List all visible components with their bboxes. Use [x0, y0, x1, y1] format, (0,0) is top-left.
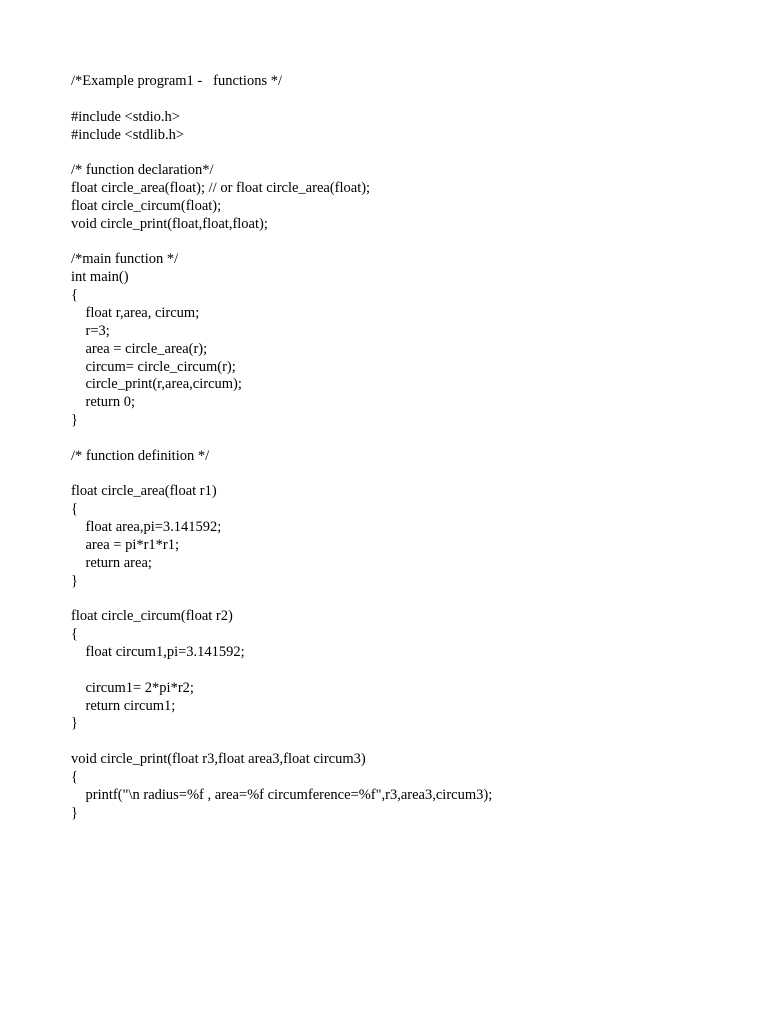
code-line: circle_print(r,area,circum);	[71, 376, 242, 393]
code-line: {	[71, 626, 78, 643]
code-document	[71, 73, 751, 822]
code-line: /*main function */	[71, 251, 179, 268]
code-line	[71, 144, 751, 162]
code-line: area = pi*r1*r1;	[71, 536, 180, 553]
code-line: circum1= 2*pi*r2;	[71, 679, 194, 696]
code-line: {	[71, 287, 78, 304]
code-line: return circum1;	[71, 697, 176, 714]
code-line: printf("\n radius=%f , area=%f circumference=%f",r3,area3,circum3);	[71, 786, 493, 803]
code-line: #include <stdio.h>	[71, 108, 180, 125]
code-line: float circle_area(float r1)	[71, 483, 217, 500]
code-line	[71, 590, 751, 608]
code-line: int main()	[71, 269, 129, 286]
code-line: {	[71, 501, 78, 518]
code-line: #include <stdlib.h>	[71, 126, 185, 143]
code-line: float circle_circum(float r2)	[71, 608, 233, 625]
code-line: void circle_print(float r3,float area3,float circum3)	[71, 751, 366, 768]
code-line: float circle_circum(float);	[71, 197, 222, 214]
code-line: }	[71, 572, 78, 589]
code-line: area = circle_area(r);	[71, 340, 208, 357]
code-line: {	[71, 768, 78, 785]
code-line: }	[71, 715, 78, 732]
code-line: float circle_area(float); // or float circle_area(float);	[71, 180, 371, 197]
code-line	[71, 430, 751, 448]
code-line: float area,pi=3.141592;	[71, 519, 222, 536]
code-line: return area;	[71, 554, 152, 571]
code-line: return 0;	[71, 394, 136, 411]
code-line	[71, 733, 751, 751]
code-line: void circle_print(float,float,float);	[71, 215, 268, 232]
code-line: /*Example program1 - functions */	[71, 73, 283, 89]
code-line: }	[71, 412, 78, 429]
code-line: r=3;	[71, 322, 110, 339]
code-line: /* function definition */	[71, 447, 210, 464]
code-line	[71, 662, 751, 680]
code-line: circum= circle_circum(r);	[71, 358, 236, 375]
code-line: float circum1,pi=3.141592;	[71, 644, 245, 660]
code-line: }	[71, 804, 78, 821]
code-line: /* function declaration*/	[71, 162, 214, 179]
code-line	[71, 234, 751, 252]
code-line: float r,area, circum;	[71, 304, 200, 321]
code-line	[71, 466, 751, 484]
code-line	[71, 91, 751, 109]
